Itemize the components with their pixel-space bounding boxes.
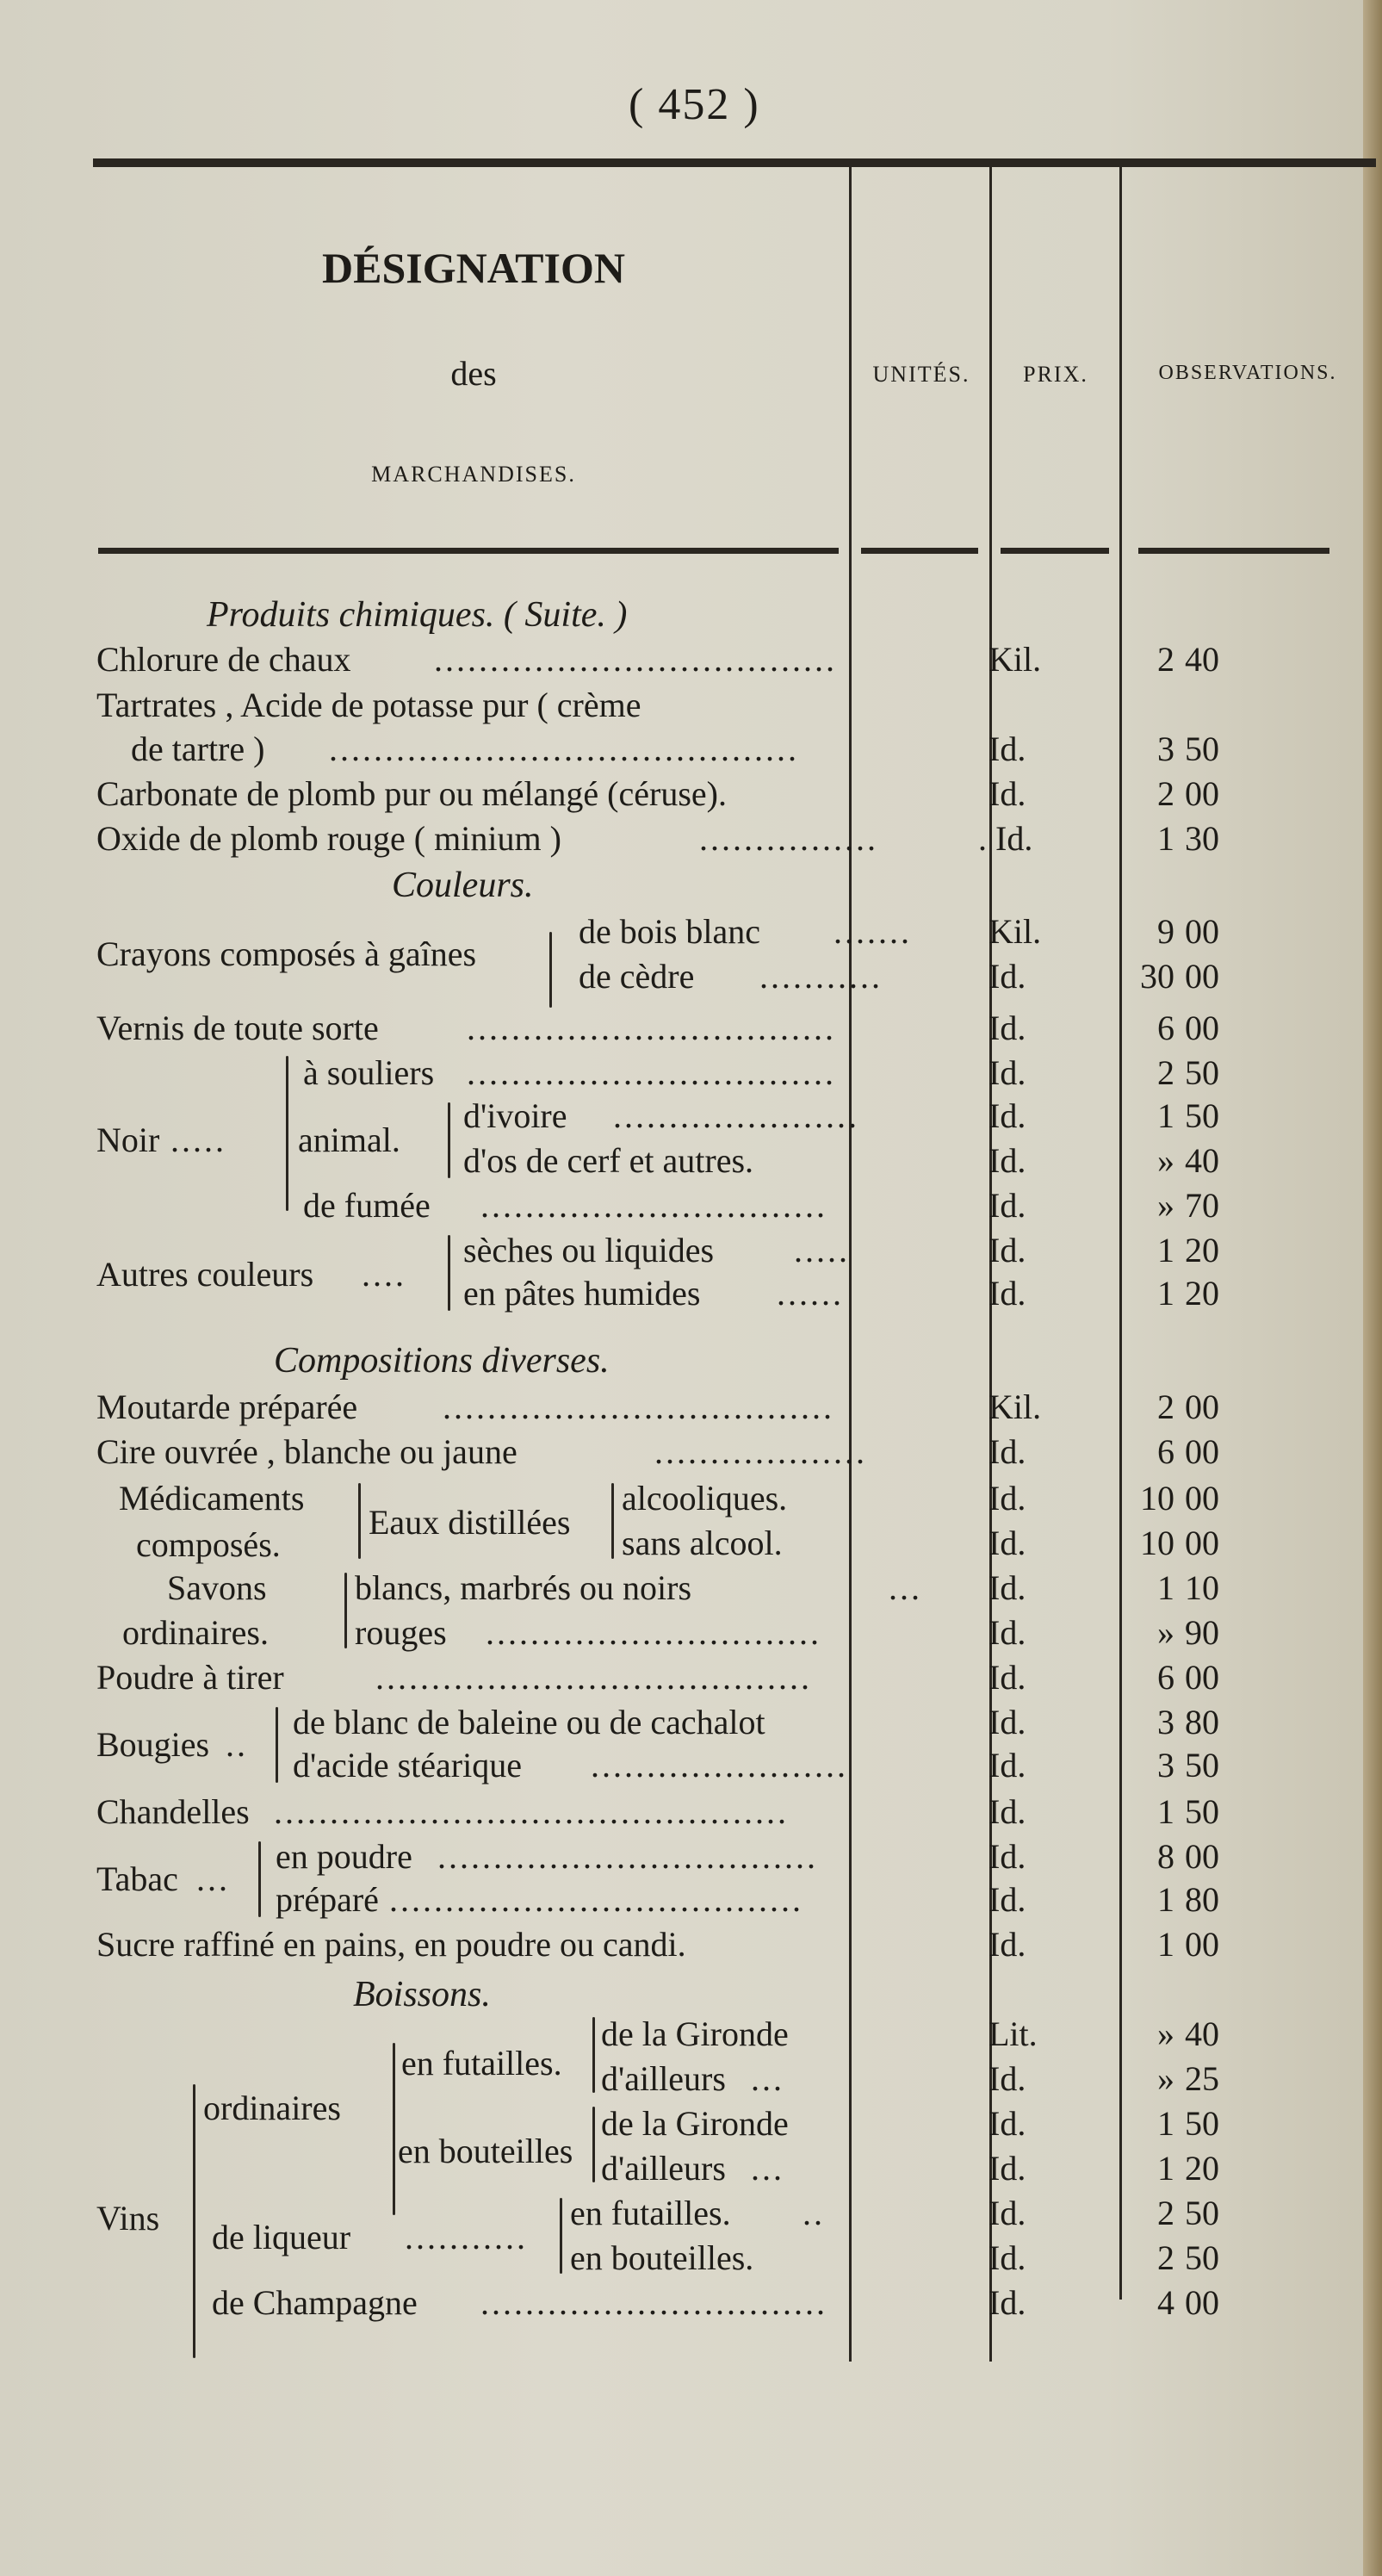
row-unit: Id. — [988, 957, 1026, 996]
leader-dots: ........... — [759, 957, 883, 996]
row-unit: Id. — [988, 1524, 1026, 1562]
row-unit: Id. — [988, 1837, 1026, 1876]
table-row — [96, 818, 1302, 860]
leader-dots: .. — [803, 2194, 825, 2232]
row-unit: Id. — [988, 2149, 1026, 2188]
table-row — [96, 1523, 1302, 1564]
row-unit: Id. — [988, 2238, 1026, 2277]
leader-dots: .................................. — [437, 1837, 818, 1876]
table-row — [96, 1387, 1302, 1428]
table-row — [96, 1096, 1302, 1137]
row-price: » 70 — [1157, 1186, 1219, 1225]
row-label: Poudre à tirer — [96, 1658, 284, 1697]
row-price: 1 00 — [1157, 1925, 1219, 1964]
animal-label: animal. — [298, 1120, 400, 1159]
section-couleurs: Couleurs. — [392, 866, 534, 905]
row-unit: Id. — [988, 1925, 1026, 1964]
leader-dots: ...... — [777, 1274, 844, 1313]
table-row — [96, 2193, 1302, 2234]
vins-ordinaires-label: ordinaires — [203, 2089, 341, 2127]
row-price: 8 00 — [1157, 1837, 1219, 1876]
table-row — [96, 911, 1302, 953]
row-label: de la Gironde — [601, 2104, 789, 2143]
table-row — [96, 2148, 1302, 2189]
row-unit: Lit. — [988, 2014, 1038, 2053]
tabac-label: Tabac — [96, 1859, 178, 1898]
row-label: en futailles. — [570, 2194, 731, 2232]
row-price: 2 50 — [1157, 1053, 1219, 1092]
section-compositions: Compositions diverses. — [274, 1341, 610, 1381]
leader-dots: ....................... — [591, 1746, 848, 1785]
row-label: rouges — [355, 1613, 447, 1652]
row-label: Sucre raffiné en pains, en poudre ou candi. — [96, 1925, 686, 1964]
row-label: d'os de cerf et autres. — [463, 1141, 754, 1180]
row-label: Cire ouvrée , blanche ou jaune — [96, 1432, 517, 1471]
row-unit: Kil. — [988, 640, 1042, 679]
table-row — [96, 1230, 1302, 1271]
table-row — [96, 1745, 1302, 1786]
table-row — [96, 1052, 1302, 1094]
leader-dots: ....................................... — [375, 1658, 812, 1697]
row-unit: Id. — [988, 774, 1026, 813]
table-row — [96, 2058, 1302, 2100]
row-price: 1 50 — [1157, 1792, 1219, 1831]
row-unit: Id. — [988, 1432, 1026, 1471]
table-row — [96, 2103, 1302, 2145]
header-rule — [1001, 548, 1109, 554]
autres-couleurs-label: Autres couleurs — [96, 1255, 314, 1294]
row-unit: Id. — [988, 2059, 1026, 2098]
row-price: 2 40 — [1157, 640, 1219, 679]
row-unit: Id. — [988, 1880, 1026, 1919]
row-label: de bois blanc — [579, 912, 761, 951]
table-row — [96, 956, 1302, 997]
row-label: à souliers — [303, 1053, 435, 1092]
row-unit: Id. — [988, 1009, 1026, 1047]
row-label: préparé — [276, 1880, 379, 1919]
row-label: Tartrates , Acide de potasse pur ( crème — [96, 686, 641, 724]
row-label: en bouteilles. — [570, 2238, 754, 2277]
row-price: » 40 — [1157, 2014, 1219, 2053]
row-label: blancs, marbrés ou noirs — [355, 1568, 692, 1607]
eaux-label: Eaux distillées — [369, 1503, 571, 1542]
row-unit: Id. — [988, 1231, 1026, 1269]
leader-dots: ............................... — [480, 1186, 827, 1225]
header-rule — [98, 548, 839, 554]
header-des: des — [450, 354, 497, 393]
row-unit: Id. — [988, 729, 1026, 768]
table-row — [96, 685, 1302, 726]
row-price: 6 00 — [1157, 1432, 1219, 1471]
row-price: 6 00 — [1157, 1658, 1219, 1697]
en-bouteilles-label: en bouteilles — [398, 2132, 573, 2170]
leader-dots: ....... — [834, 912, 912, 951]
row-price: 1 20 — [1157, 2149, 1219, 2188]
medicaments-label: Médicaments — [119, 1479, 305, 1518]
row-unit: Id. — [988, 1096, 1026, 1135]
leader-dots: ........... — [405, 2218, 528, 2256]
leader-dots: ................... — [654, 1432, 867, 1471]
row-label: de cèdre — [579, 957, 695, 996]
table-row — [96, 1836, 1302, 1878]
row-unit: Id. — [988, 1274, 1026, 1313]
header-designation: DÉSIGNATION — [322, 244, 625, 292]
row-label: de blanc de baleine ou de cachalot — [293, 1703, 765, 1741]
row-label: en pâtes humides — [463, 1274, 701, 1313]
row-price: 30 00 — [1140, 957, 1219, 996]
row-price: 10 00 — [1140, 1524, 1219, 1562]
row-unit: Id. — [988, 1792, 1026, 1831]
row-label: alcooliques. — [622, 1479, 788, 1518]
leader-dots: ................................... — [443, 1387, 834, 1426]
row-label: d'ailleurs — [601, 2149, 726, 2188]
row-label: Moutarde préparée — [96, 1387, 358, 1426]
row-price: 2 50 — [1157, 2238, 1219, 2277]
row-unit: Id. — [988, 1568, 1026, 1607]
row-price: 3 50 — [1157, 729, 1219, 768]
leader-dots: ...................... — [613, 1096, 859, 1135]
en-futailles-label: en futailles. — [401, 2044, 562, 2083]
leader-dots: .............................................. — [274, 1792, 789, 1831]
row-label: Vernis de toute sorte — [96, 1009, 379, 1047]
table-row — [96, 639, 1302, 680]
leader-dots: ................................. — [467, 1053, 836, 1092]
leader-dots: ................................. — [467, 1009, 836, 1047]
header-rule — [861, 548, 978, 554]
vins-label: Vins — [96, 2199, 160, 2238]
row-label: d'ivoire — [463, 1096, 567, 1135]
table-row — [96, 1273, 1302, 1314]
row-unit: Id. — [988, 1613, 1026, 1652]
table-row — [96, 1657, 1302, 1698]
row-unit: Id. — [988, 2283, 1026, 2322]
top-rule — [93, 158, 1376, 167]
table-row — [96, 2014, 1302, 2055]
leader-dots: ................ — [699, 819, 878, 858]
row-label: de Champagne — [212, 2283, 418, 2322]
liqueur-label: de liqueur — [212, 2218, 351, 2256]
row-price: 2 00 — [1157, 1387, 1219, 1426]
table-row — [96, 1185, 1302, 1226]
header-unites: UNITÉS. — [872, 362, 970, 387]
row-price: 1 50 — [1157, 1096, 1219, 1135]
row-price: 4 00 — [1157, 2283, 1219, 2322]
table-row — [96, 1924, 1302, 1965]
section-chimiques: Produits chimiques. ( Suite. ) — [207, 595, 628, 635]
row-unit: Id. — [988, 1703, 1026, 1741]
row-unit: Id. — [988, 1053, 1026, 1092]
leader-dots: ... — [196, 1859, 230, 1898]
noir-label: Noir — [96, 1120, 160, 1159]
book-spine — [1363, 0, 1382, 2576]
row-price: 3 50 — [1157, 1746, 1219, 1785]
leader-dots: ... — [889, 1568, 922, 1607]
row-label: en poudre — [276, 1837, 412, 1876]
row-unit: Id. — [988, 1658, 1026, 1697]
leader-dots: ............................... — [480, 2283, 827, 2322]
leader-dots: ..................................... — [389, 1880, 803, 1919]
row-label: sèches ou liquides — [463, 1231, 715, 1269]
table-row — [96, 1612, 1302, 1654]
leader-dots: ..... — [794, 1231, 850, 1269]
row-unit: Kil. — [988, 912, 1042, 951]
row-price: 6 00 — [1157, 1009, 1219, 1047]
row-label: de la Gironde — [601, 2014, 789, 2053]
leader-dots: .............................. — [486, 1613, 821, 1652]
row-price: 1 10 — [1157, 1568, 1219, 1607]
table-row — [96, 1008, 1302, 1049]
header-rule — [1138, 548, 1329, 554]
header-prix: PRIX. — [1023, 362, 1088, 387]
table-row — [96, 1140, 1302, 1182]
table-row — [96, 2238, 1302, 2279]
row-label: Chlorure de chaux — [96, 640, 351, 679]
leader-dots: ... — [751, 2059, 784, 2098]
row-price: » 90 — [1157, 1613, 1219, 1652]
table-row — [96, 1702, 1302, 1743]
row-price: » 25 — [1157, 2059, 1219, 2098]
row-price: 1 50 — [1157, 2104, 1219, 2143]
row-label: d'acide stéarique — [293, 1746, 522, 1785]
row-price: 1 20 — [1157, 1274, 1219, 1313]
table-row — [96, 773, 1302, 815]
leader-dots: .................................... — [434, 640, 837, 679]
page-number: ( 452 ) — [629, 80, 760, 129]
row-price: » 40 — [1157, 1141, 1219, 1180]
row-unit: Id. — [988, 1186, 1026, 1225]
leader-dots: .... — [362, 1255, 406, 1294]
row-label: Chandelles — [96, 1792, 250, 1831]
table-row — [96, 729, 1302, 770]
row-price: 1 30 — [1157, 819, 1219, 858]
row-price: 2 00 — [1157, 774, 1219, 813]
row-price: 10 00 — [1140, 1479, 1219, 1518]
bougies-label: Bougies — [96, 1725, 210, 1764]
row-label: de fumée — [303, 1186, 431, 1225]
row-unit: Id. — [988, 1141, 1026, 1180]
leader-dots: ..... — [170, 1120, 226, 1159]
row-unit: Kil. — [988, 1387, 1042, 1426]
row-label: sans alcool. — [622, 1524, 783, 1562]
composes-label: composés. — [136, 1525, 281, 1564]
savons-label: Savons — [167, 1568, 267, 1607]
row-unit: Id. — [988, 2104, 1026, 2143]
leader-dots: .......................................... — [329, 729, 799, 768]
crayons-label: Crayons composés à gaînes — [96, 934, 477, 973]
savons-ordinaires-label: ordinaires. — [122, 1613, 269, 1652]
row-price: 2 50 — [1157, 2194, 1219, 2232]
table-row — [96, 1879, 1302, 1921]
row-label: Oxide de plomb rouge ( minium ) — [96, 819, 561, 858]
row-price: 3 80 — [1157, 1703, 1219, 1741]
table-row — [96, 1478, 1302, 1519]
row-price: 1 80 — [1157, 1880, 1219, 1919]
header-observations: OBSERVATIONS. — [1158, 362, 1337, 384]
header-marchandises: MARCHANDISES. — [371, 462, 576, 487]
leader-dots: ... — [751, 2149, 784, 2188]
row-unit: Id. — [988, 2194, 1026, 2232]
table-row — [96, 2282, 1302, 2324]
row-label: de tartre ) — [131, 729, 265, 768]
row-price: 9 00 — [1157, 912, 1219, 951]
table-row — [96, 1431, 1302, 1473]
table-row — [96, 1567, 1302, 1609]
leader-dots: .. — [226, 1725, 248, 1764]
row-unit: . Id. — [978, 819, 1033, 858]
row-price: 1 20 — [1157, 1231, 1219, 1269]
table-row — [96, 1791, 1302, 1833]
row-unit: Id. — [988, 1746, 1026, 1785]
row-unit: Id. — [988, 1479, 1026, 1518]
section-boissons: Boissons. — [353, 1975, 491, 2014]
row-label: d'ailleurs — [601, 2059, 726, 2098]
row-label: Carbonate de plomb pur ou mélangé (céruse). — [96, 774, 727, 813]
